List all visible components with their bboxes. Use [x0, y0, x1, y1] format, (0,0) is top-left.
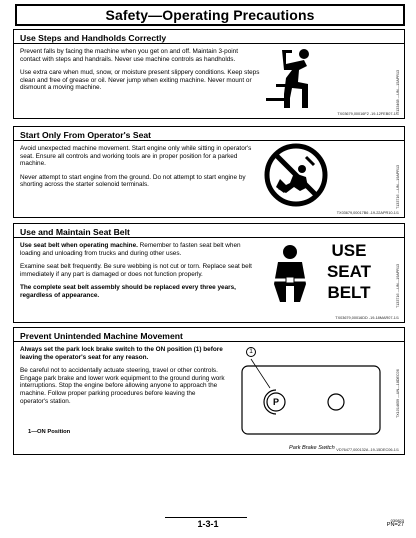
paragraph: Be careful not to accidentally actuate steering, travel or other controls. Engage park brake and lower work equipment to the ground during work interruptions. Stop the engine before allowing anyone to approach the machine. Follow proper parking procedures before leaving the operator's station.: [20, 367, 225, 405]
park-symbol: P: [272, 397, 279, 407]
paragraph-bold: Always set the park lock brake switch to the ON position (1) before leaving the operator's seat for any reason.: [20, 346, 223, 361]
section-use-steps: [13, 29, 405, 119]
reference-id: TX03679,00016F2 -19-12FEB07-1/1: [337, 112, 399, 116]
section-text: [20, 346, 225, 411]
page-number: 1-3-1: [197, 519, 219, 529]
paragraph: Use extra care when mud, snow, or moisture present slippery conditions. Keep steps clean and free of grease or oil. Never jump when exiting machine. Never mount or dismount a moving machine.: [20, 69, 260, 92]
paragraph: Prevent falls by facing the machine when you get on and off. Maintain 3-point contact with steps and handrails. Never use machine controls as handholds.: [20, 48, 239, 63]
reference-id: TX03679,00016DD -19-18MAR07-1/1: [335, 316, 399, 320]
park-brake-switch-figure: [236, 348, 386, 438]
footer-pn: PN=27: [386, 522, 404, 528]
section-heading: Start Only From Operator's Seat: [14, 127, 404, 141]
icon-word: USE: [331, 241, 367, 260]
footer-rule: [165, 517, 247, 518]
section-seat-belt: [13, 223, 405, 323]
section-text: [20, 145, 260, 195]
figure-id: T133468 —UN—15APR13: [396, 69, 400, 114]
no-ground-start-icon: [264, 143, 328, 207]
figure-caption: Park Brake Switch: [289, 445, 335, 451]
footer-date: 030823: [390, 518, 404, 523]
section-heading: Prevent Unintended Machine Movement: [14, 328, 404, 342]
seat-belt-text-graphic: [319, 240, 379, 303]
reference-id: TX03679,00017B6 -19-22APR10-1/1: [336, 211, 399, 215]
section-start-from-seat: [13, 126, 405, 218]
bold-lead: Use seat belt when operating machine.: [20, 242, 138, 249]
section-heading: Use Steps and Handholds Correctly: [14, 30, 404, 44]
paragraph: Never attempt to start engine from the ground. Do not attempt to start engine by shorting across the starter solenoid terminals.: [20, 173, 246, 189]
figure-id: T133716 —UN—19APR13: [396, 263, 400, 308]
icon-word: BELT: [327, 283, 371, 302]
seat-belt-person-icon: [264, 244, 316, 304]
reference-id: VD76477,000132A -19-15DEC06-1/1: [336, 448, 399, 452]
paragraph: Examine seat belt frequently. Be sure webbing is not cut or torn. Replace seat belt immediately if any part is damaged or does not function properly.: [20, 263, 252, 278]
figure-id: TX1014659 —UN—18DEC06: [396, 369, 400, 418]
callout-1: 1: [246, 347, 256, 357]
section-prevent-movement: [13, 327, 405, 455]
section-text: [20, 48, 260, 98]
section-text: [20, 242, 260, 306]
page-title: Safety—Operating Precautions: [15, 4, 405, 26]
paragraph: Use seat belt when operating machine. Remember to fasten seat belt when loading and unloading from trucks and during other uses.: [20, 242, 241, 257]
figure-id: T133716 —UN—19APR13: [396, 164, 400, 209]
icon-word: SEAT: [326, 262, 372, 281]
paragraph-bold: The complete seat belt assembly should be replaced every three years, regardless of appearance.: [20, 284, 236, 299]
section-heading: Use and Maintain Seat Belt: [14, 224, 404, 238]
legend-on-position: 1—ON Position: [28, 429, 71, 435]
paragraph: Avoid unexpected machine movement. Start engine only while sitting in operator's seat. Ensure all controls and working tools are in proper position for a parked machine.: [20, 145, 252, 168]
person-climbing-steps-icon: [264, 48, 324, 112]
footer-code: [387, 518, 404, 528]
